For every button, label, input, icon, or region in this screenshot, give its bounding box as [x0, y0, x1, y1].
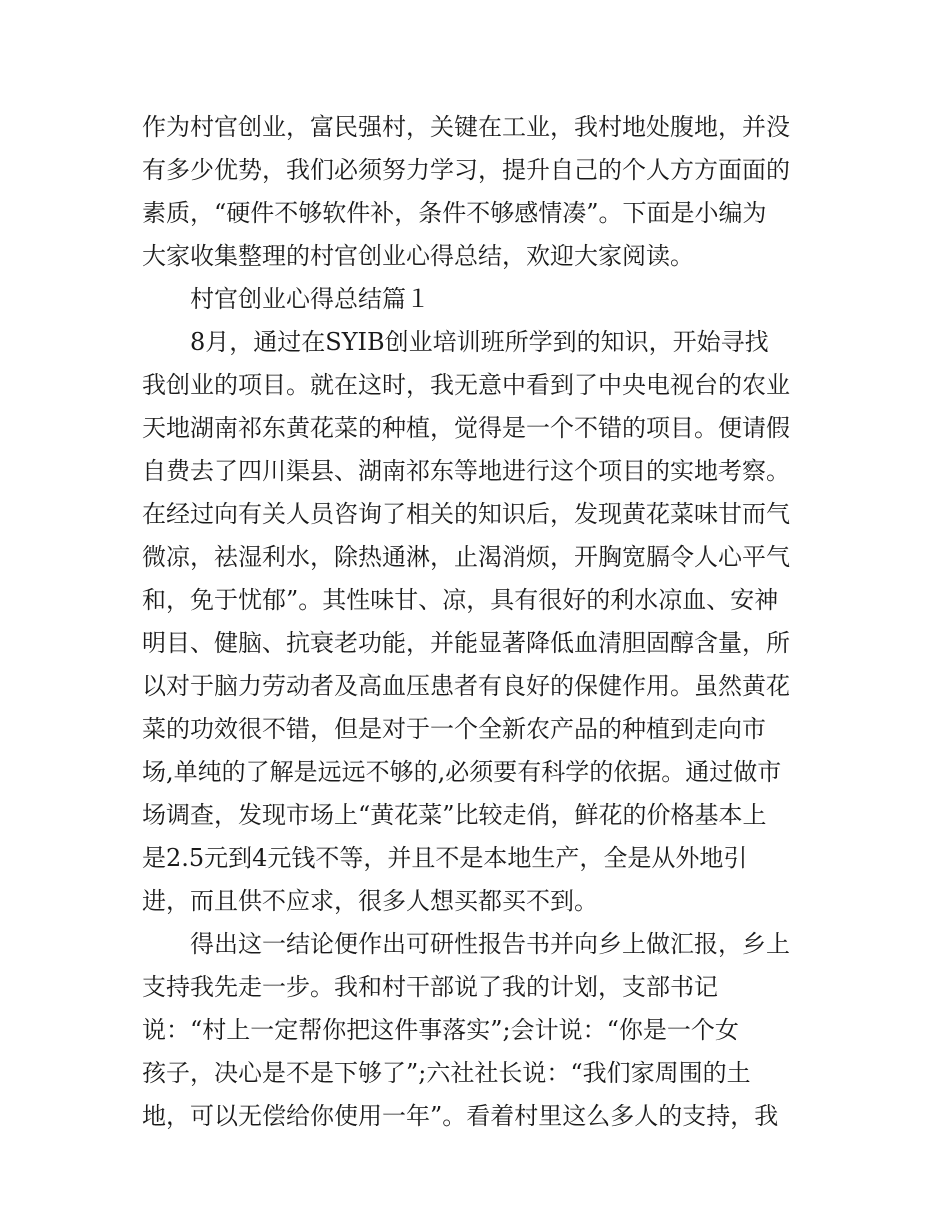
text-line-17: 场调查，发现市场上“黄花菜”比较走俏，鲜花的价格基本上: [142, 801, 767, 829]
text-line-22: 说：“村上一定帮你把这件事落实”;会计说：“你是一个女: [142, 1016, 739, 1044]
text-line-9: 自费去了四川渠县、湖南祁东等地进行这个项目的实地考察。: [142, 457, 790, 485]
text-line-6: 8月，通过在SYIB创业培训班所学到的知识，开始寻找: [190, 328, 769, 356]
text-line-8: 天地湖南祁东黄花菜的种植，觉得是一个不错的项目。便请假: [142, 414, 790, 442]
text-line-2: 有多少优势，我们必须努力学习，提升自己的个人方方面面的: [142, 156, 790, 184]
text-line-14: 以对于脑力劳动者及高血压患者有良好的保健作用。虽然黄花: [142, 672, 790, 700]
text-line-20: 得出这一结论便作出可研性报告书并向乡上做汇报，乡上: [190, 930, 790, 958]
text-line-12: 和，免于忧郁”。其性味甘、凉，具有很好的利水凉血、安神: [142, 586, 779, 614]
text-line-13: 明目、健脑、抗衰老功能，并能显著降低血清胆固醇含量，所: [142, 629, 790, 657]
text-line-21: 支持我先走一步。我和村干部说了我的计划，支部书记: [142, 973, 718, 1001]
text-line-15: 菜的功效很不错，但是对于一个全新农产品的种植到走向市: [142, 715, 766, 743]
text-line-7: 我创业的项目。就在这时，我无意中看到了中央电视台的农业: [142, 371, 790, 399]
text-line-16: 场,单纯的了解是远远不够的,必须要有科学的依据。通过做市: [142, 758, 782, 786]
text-line-11: 微凉，祛湿利水，除热通淋，止渴消烦，开胸宽膈令人心平气: [142, 543, 790, 571]
document-body: [142, 106, 818, 1138]
section-heading: 村官创业心得总结篇１: [190, 285, 430, 313]
text-line-24: 地，可以无偿给你使用一年”。看着村里这么多人的支持，我: [142, 1102, 779, 1130]
text-line-4: 大家收集整理的村官创业心得总结，欢迎大家阅读。: [142, 242, 694, 270]
text-line-18: 是2.5元到4元钱不等，并且不是本地生产，全是从外地引: [142, 844, 748, 872]
text-line-1: 作为村官创业，富民强村，关键在工业，我村地处腹地，并没: [142, 113, 790, 141]
text-line-23: 孩子，决心是不是下够了”;六社社长说：“我们家周围的土: [142, 1059, 751, 1087]
text-line-10: 在经过向有关人员咨询了相关的知识后，发现黄花菜味甘而气: [142, 500, 790, 528]
text-line-3: 素质，“硬件不够软件补，条件不够感情凑”。下面是小编为: [142, 199, 767, 227]
text-line-19: 进，而且供不应求，很多人想买都买不到。: [142, 887, 598, 915]
